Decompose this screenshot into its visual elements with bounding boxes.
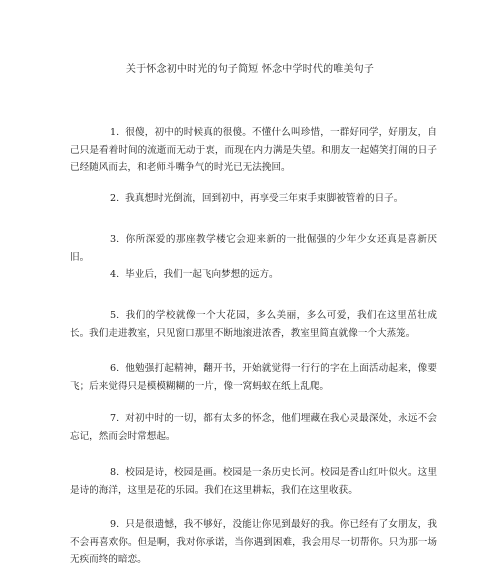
paragraph-number: 2. [110,193,120,204]
paragraph-9 [70,516,437,569]
paragraph-text: 只是很遗憾，我不够好，没能让你见到最好的我。你已经有了女朋友，我不会再喜欢你。但是啊，我对你承诺，当你遇到困难，我会用尽一切帮你。只为那一场无疾而终的暗恋。 [70,519,437,565]
paragraph-number: 7. [110,413,120,424]
paragraph-number: 8. [110,467,120,478]
paragraph-5 [70,307,437,342]
paragraph-text: 很傻，初中的时候真的很傻。不懂什么叫珍惜，一群好同学，好朋友，自己只是看着时间的流逝而无动于衷，而现在内力满是失望。和朋友一起嬉笑打闹的日子已经随风而去，和老师斗嘴争气的时光已无法挽回。 [70,127,437,173]
paragraph-text: 对初中时的一切，都有太多的怀念，他们埋藏在我心灵最深处，永远不会忘记，然而会时常想起。 [70,413,437,442]
document-title: 关于怀念初中时光的句子简短 怀念中学时代的唯美句子 [125,64,375,75]
paragraph-text: 我们的学校就像一个大花园，多么美丽，多么可爱，我们在这里茁壮成长。我们走进教室，只见窗口那里不断地滚进浓香，教室里简直就像一个大蒸笼。 [70,310,437,339]
paragraph-text: 我真想时光倒流，回到初中，再享受三年束手束脚被管着的日子。 [125,193,404,204]
paragraph-number: 1. [110,127,120,138]
paragraph-number: 4. [110,269,120,280]
paragraph-3 [70,231,437,266]
paragraph-number: 3. [110,234,120,245]
paragraph-number: 9. [110,519,120,530]
paragraph-1 [70,124,437,177]
paragraph-6 [70,360,437,395]
paragraph-2 [70,190,437,208]
paragraph-text: 他勉强打起精神，翻开书，开始就觉得一行行的字在上面活动起来，像要飞；后来觉得只是模模糊糊的一片，像一窝蚂蚁在纸上乱爬。 [70,363,437,392]
paragraph-text: 校园是诗，校园是画。校园是一条历史长河。校园是香山红叶似火。这里是诗的海洋，这里是花的乐园。我们在这里耕耘，我们在这里收获。 [70,467,437,496]
paragraph-4 [70,266,437,284]
paragraph-8 [70,464,437,499]
paragraph-text: 毕业后，我们一起飞向梦想的远方。 [125,269,279,280]
paragraph-number: 5. [110,310,120,321]
paragraph-number: 6. [110,363,120,374]
paragraph-7 [70,410,437,445]
paragraph-text: 你所深爱的那座教学楼它会迎来新的一批倔强的少年少女还真是喜新厌旧。 [70,234,437,263]
